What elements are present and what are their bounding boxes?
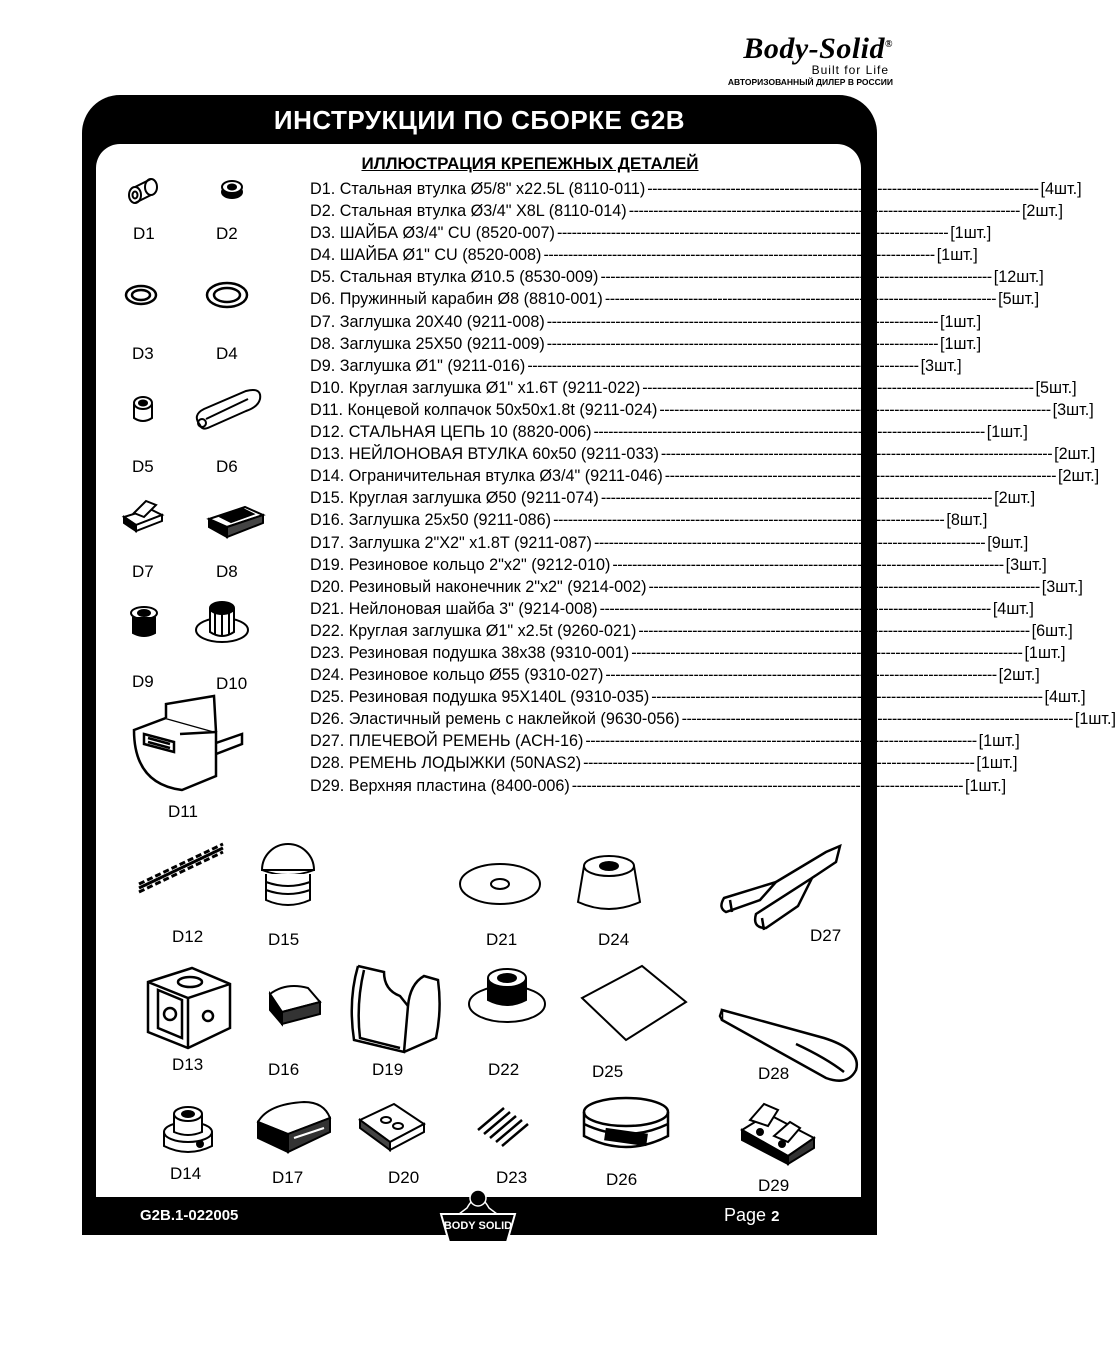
label-d23: D23: [496, 1168, 528, 1187]
label-d24: D24: [598, 930, 630, 949]
round-plug-d22-icon: [466, 966, 548, 1026]
part-quantity: [3шт.]: [1005, 555, 1047, 574]
rubber-ring-d19-icon: [344, 960, 444, 1056]
leader-dashes: --------------------------------------------------------------------------------: [543, 246, 935, 265]
page-label: Page: [724, 1205, 767, 1225]
section-subtitle: ИЛЛЮСТРАЦИЯ КРЕПЕЖНЫХ ДЕТАЛЕЙ: [361, 154, 699, 173]
leader-dashes: --------------------------------------------------------------------------------: [599, 599, 991, 618]
label-d12: D12: [172, 927, 204, 946]
part-row: [310, 266, 1044, 288]
part-row: [310, 222, 992, 244]
elastic-strap-d26-icon: [578, 1092, 674, 1162]
part-name: D10. Круглая заглушка Ø1" x1.6T (9211-022): [310, 378, 641, 397]
part-quantity: [4шт.]: [1044, 688, 1086, 707]
label-d27: D27: [810, 926, 842, 945]
label-d13: D13: [172, 1055, 204, 1074]
bushing-d2-icon: [220, 178, 244, 200]
leader-dashes: --------------------------------------------------------------------------------: [605, 666, 997, 685]
leader-dashes: --------------------------------------------------------------------------------: [651, 688, 1043, 707]
label-d10: D10: [216, 674, 248, 693]
part-row: [310, 509, 988, 531]
carabiner-d6-icon: [190, 385, 268, 435]
part-name: D2. Стальная втулка Ø3/4" X8L (8110-014): [310, 202, 627, 221]
part-row: [310, 200, 1064, 222]
part-name: D6. Пружинный карабин Ø8 (8810-001): [310, 290, 603, 309]
part-name: D29. Верхняя пластина (8400-006): [310, 776, 570, 795]
label-d28: D28: [758, 1064, 790, 1083]
part-quantity: [1шт.]: [940, 334, 982, 353]
label-d16: D16: [268, 1060, 300, 1079]
label-d17: D17: [272, 1168, 304, 1187]
part-row: [310, 642, 1066, 664]
leader-dashes: --------------------------------------------------------------------------------: [593, 533, 986, 552]
label-d9: D9: [132, 672, 154, 691]
part-quantity: [1шт.]: [936, 246, 978, 265]
leader-dashes: --------------------------------------------------------------------------------: [660, 445, 1053, 464]
part-name: D24. Резиновое кольцо Ø55 (9310-027): [310, 666, 604, 685]
label-d22: D22: [488, 1060, 520, 1079]
part-quantity: [1шт.]: [986, 423, 1028, 442]
leader-dashes: --------------------------------------------------------------------------------: [585, 732, 977, 751]
leader-dashes: --------------------------------------------------------------------------------: [600, 489, 993, 508]
part-name: D8. Заглушка 25X50 (9211-009): [310, 334, 545, 353]
part-name: D21. Нейлоновая шайба 3" (9214-008): [310, 599, 598, 618]
part-quantity: [1шт.]: [950, 224, 992, 243]
part-row: [310, 288, 1040, 310]
part-row: [310, 355, 962, 377]
dealer-note: АВТОРИЗОВАННЫЙ ДИЛЕР В РОССИИ: [727, 77, 893, 87]
part-quantity: [2шт.]: [1021, 202, 1064, 221]
washer-d4-icon: [205, 281, 249, 309]
page-number: 2: [771, 1208, 780, 1225]
part-name: D22. Круглая заглушка Ø1" x2.5t (9260-021): [310, 621, 637, 640]
part-quantity: [1шт.]: [1024, 643, 1066, 662]
body-solid-figure-icon: [437, 1184, 519, 1244]
part-name: D11. Концевой колпачок 50x50x1.8t (9211-024): [310, 400, 658, 419]
rubber-pad-d23-icon: [474, 1104, 534, 1150]
label-d29: D29: [758, 1176, 790, 1195]
part-name: D13. НЕЙЛОНОВАЯ ВТУЛКА 60x50 (9211-033): [310, 445, 659, 464]
washer-d21-icon: [458, 862, 542, 906]
part-name: D28. РЕМЕНЬ ЛОДЫЖКИ (50NAS2): [310, 754, 582, 773]
part-quantity: [1шт.]: [976, 754, 1018, 773]
leader-dashes: --------------------------------------------------------------------------------: [553, 511, 945, 530]
bushing-d14-icon: [160, 1102, 216, 1158]
page-indicator: [724, 1205, 779, 1226]
part-row: [310, 554, 1047, 576]
part-row: [310, 708, 1116, 730]
part-quantity: [2шт.]: [998, 666, 1040, 685]
badge-text: BODY SOLID: [443, 1220, 513, 1232]
part-row: [310, 598, 1034, 620]
leader-dashes: --------------------------------------------------------------------------------: [681, 710, 1073, 729]
label-d3: D3: [132, 344, 154, 363]
bushing-d5-icon: [130, 394, 156, 424]
part-quantity: [8шт.]: [946, 511, 988, 530]
top-plate-d29-icon: [738, 1096, 818, 1166]
washer-d3-icon: [124, 284, 158, 306]
part-row: [310, 377, 1077, 399]
part-row: [310, 686, 1086, 708]
part-quantity: [5шт.]: [998, 290, 1040, 309]
leader-dashes: --------------------------------------------------------------------------------: [642, 378, 1034, 397]
label-d6: D6: [216, 457, 238, 476]
part-quantity: [5шт.]: [1035, 378, 1077, 397]
part-row: [310, 620, 1073, 642]
part-row: [310, 752, 1018, 774]
part-name: D19. Резиновое кольцо 2"x2" (9212-010): [310, 555, 611, 574]
leader-dashes: --------------------------------------------------------------------------------: [638, 621, 1030, 640]
part-row: [310, 421, 1028, 443]
part-name: D26. Эластичный ремень с наклейкой (9630-056): [310, 710, 680, 729]
part-quantity: [3шт.]: [1041, 577, 1083, 596]
part-row: [310, 178, 1082, 200]
part-row: [310, 487, 1036, 509]
leader-dashes: --------------------------------------------------------------------------------: [546, 334, 939, 353]
brand-block: [728, 30, 893, 88]
part-row: [310, 244, 978, 266]
label-d2: D2: [216, 224, 238, 243]
leader-dashes: --------------------------------------------------------------------------------: [628, 202, 1020, 221]
leader-dashes: --------------------------------------------------------------------------------: [600, 268, 992, 287]
part-name: D3. ШАЙБА Ø3/4" CU (8520-007): [310, 224, 555, 243]
nylon-bushing-d13-icon: [142, 962, 234, 1052]
parts-list: [310, 178, 1116, 797]
leader-dashes: --------------------------------------------------------------------------------: [583, 754, 975, 773]
part-quantity: [9шт.]: [987, 533, 1029, 552]
brand-tagline: Built for Life: [811, 63, 889, 77]
chain-d12-icon: [135, 842, 227, 894]
part-name: D5. Стальная втулка Ø10.5 (8530-009): [310, 268, 599, 287]
part-quantity: [1шт.]: [940, 312, 982, 331]
part-quantity: [12шт.]: [993, 268, 1044, 287]
part-quantity: [1шт.]: [1074, 710, 1116, 729]
part-name: D17. Заглушка 2"X2" x1.8T (9211-087): [310, 533, 592, 552]
part-name: D20. Резиновый наконечник 2"x2" (9214-002): [310, 577, 647, 596]
plug-d8-icon: [205, 497, 267, 537]
part-name: D7. Заглушка 20X40 (9211-008): [310, 312, 545, 331]
plug-d17-icon: [254, 1098, 334, 1158]
part-quantity: [4шт.]: [1040, 180, 1082, 198]
part-row: [310, 465, 1100, 487]
part-name: D9. Заглушка Ø1" (9211-016): [310, 356, 526, 375]
part-row: [310, 576, 1083, 598]
part-quantity: [2шт.]: [1057, 467, 1100, 486]
plug-d9-icon: [128, 605, 160, 639]
label-d7: D7: [132, 562, 154, 581]
rubber-pad-d25-icon: [578, 962, 690, 1044]
leader-dashes: --------------------------------------------------------------------------------: [527, 356, 919, 375]
part-name: D25. Резиновая подушка 95X140L (9310-035): [310, 688, 650, 707]
part-quantity: [6шт.]: [1031, 621, 1073, 640]
leader-dashes: --------------------------------------------------------------------------------: [612, 555, 1004, 574]
label-d11: D11: [168, 802, 198, 821]
part-quantity: [4шт.]: [992, 599, 1034, 618]
label-d15: D15: [268, 930, 300, 949]
part-name: D4. ШАЙБА Ø1" CU (8520-008): [310, 246, 542, 265]
part-quantity: [3шт.]: [920, 356, 962, 375]
label-d4: D4: [216, 344, 238, 363]
part-name: D15. Круглая заглушка Ø50 (9211-074): [310, 489, 599, 508]
part-row: [310, 311, 982, 333]
part-row: [310, 443, 1096, 465]
ankle-strap-d28-icon: [716, 998, 864, 1086]
part-row: [310, 730, 1020, 752]
part-name: D14. Ограничительная втулка Ø3/4" (9211-046): [310, 467, 663, 486]
brand-logo: Body-Solid®: [743, 32, 893, 65]
leader-dashes: --------------------------------------------------------------------------------: [556, 224, 949, 243]
label-d21: D21: [486, 930, 518, 949]
end-cap-d11-icon: [130, 694, 248, 794]
label-d25: D25: [592, 1062, 624, 1081]
plug-d7-icon: [120, 495, 166, 531]
part-name: D27. ПЛЕЧЕВОЙ РЕМЕНЬ (ACH-16): [310, 732, 584, 751]
rubber-ring-d24-icon: [574, 852, 644, 916]
part-name: D12. СТАЛЬНАЯ ЦЕПЬ 10 (8820-006): [310, 423, 592, 442]
label-d19: D19: [372, 1060, 404, 1079]
label-d5: D5: [132, 457, 154, 476]
part-quantity: [2шт.]: [1054, 445, 1096, 464]
label-d26: D26: [606, 1170, 638, 1189]
document-code: G2B.1-022005: [140, 1207, 239, 1224]
page-title: ИНСТРУКЦИИ ПО СБОРКЕ G2B: [273, 105, 686, 135]
leader-dashes: --------------------------------------------------------------------------------: [593, 423, 985, 442]
part-row: [310, 333, 982, 355]
leader-dashes: --------------------------------------------------------------------------------: [659, 400, 1051, 419]
plug-d16-icon: [264, 980, 326, 1028]
leader-dashes: --------------------------------------------------------------------------------: [571, 776, 964, 795]
label-d1: D1: [133, 224, 155, 243]
footer-badge: [437, 1184, 519, 1244]
label-d20: D20: [388, 1168, 420, 1187]
label-d14: D14: [170, 1164, 202, 1183]
part-name: D16. Заглушка 25x50 (9211-086): [310, 511, 552, 530]
part-quantity: [3шт.]: [1052, 400, 1094, 419]
leader-dashes: --------------------------------------------------------------------------------: [604, 290, 997, 309]
part-row: [310, 664, 1040, 686]
leader-dashes: --------------------------------------------------------------------------------: [546, 312, 939, 331]
part-quantity: [2шт.]: [994, 489, 1036, 508]
part-row: [310, 532, 1029, 554]
leader-dashes: --------------------------------------------------------------------------------: [647, 180, 1039, 198]
leader-dashes: --------------------------------------------------------------------------------: [664, 467, 1056, 486]
part-row: [310, 399, 1094, 421]
round-plug-d15-icon: [258, 840, 318, 910]
part-row: [310, 775, 1007, 797]
rubber-tip-d20-icon: [356, 1100, 428, 1152]
bushing-d1-icon: [125, 173, 161, 207]
part-quantity: [1шт.]: [978, 732, 1020, 751]
leader-dashes: --------------------------------------------------------------------------------: [631, 643, 1023, 662]
part-quantity: [1шт.]: [965, 776, 1007, 795]
part-name: D23. Резиновая подушка 38x38 (9310-001): [310, 643, 630, 662]
part-name: D1. Стальная втулка Ø5/8" x22.5L (8110-011): [310, 180, 646, 198]
cap-d10-icon: [193, 596, 251, 646]
label-d8: D8: [216, 562, 238, 581]
leader-dashes: --------------------------------------------------------------------------------: [648, 577, 1040, 596]
